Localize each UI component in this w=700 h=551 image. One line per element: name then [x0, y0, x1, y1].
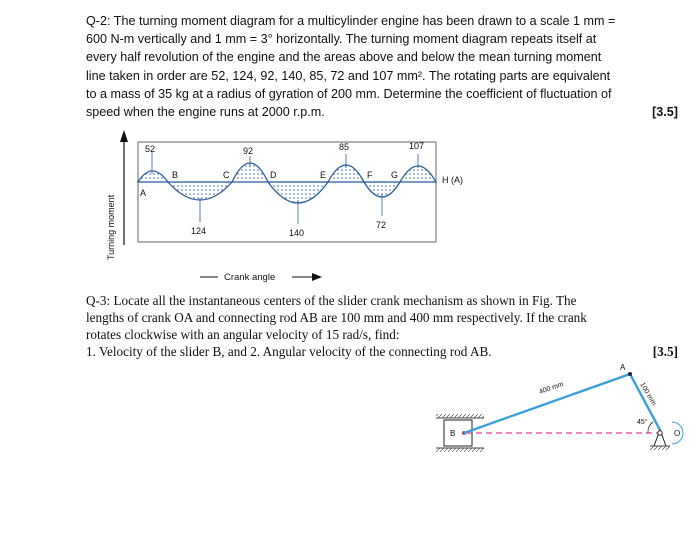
lower-guide — [436, 448, 484, 452]
area-label-140: 140 — [289, 228, 305, 238]
connecting-rod — [464, 374, 630, 433]
question-2 — [86, 12, 686, 121]
point-b-label: B — [450, 429, 456, 438]
y-axis-label: Turning moment — [106, 194, 116, 260]
q2-line-3: every half revolution of the engine and the areas above and below the mean turning moment — [86, 50, 602, 65]
q3-line-2: lengths of crank OA and connecting rod AB are 100 mm and 400 mm respectively. If the crank — [86, 310, 587, 325]
point-d: D — [270, 170, 277, 180]
point-c: C — [223, 170, 230, 180]
area-140 — [268, 182, 328, 203]
point-a-label: A — [620, 363, 626, 372]
q2-line-1: Q-2: The turning moment diagram for a multicylinder engine has been drawn to a scale 1 mm = — [86, 14, 616, 28]
q2-line-4: line taken in order are 52, 124, 92, 140, 85, 72 and 107 mm². The rotating parts are equivalent — [86, 68, 611, 83]
q3-line-3: rotates clockwise with an angular velocity of 15 rad/s, find: — [86, 327, 400, 342]
turning-moment-diagram — [92, 120, 492, 288]
area-label-124: 124 — [191, 226, 207, 236]
y-axis-arrow-icon — [120, 130, 128, 142]
area-label-107: 107 — [409, 141, 425, 151]
area-label-72: 72 — [376, 220, 387, 230]
point-b: B — [172, 170, 179, 180]
q3-line-4: 1. Velocity of the slider B, and 2. Angular velocity of the connecting rod AB. — [86, 344, 492, 359]
area-label-85: 85 — [339, 142, 350, 152]
slider-crank-diagram — [430, 362, 692, 472]
area-label-52: 52 — [145, 144, 156, 154]
area-107 — [400, 166, 436, 182]
crank-length-label: 100 mm — [638, 381, 657, 407]
x-axis-label: Crank angle — [224, 272, 276, 283]
ground-hatch — [650, 446, 670, 450]
q2-line-5: to a mass of 35 kg at a radius of gyration of 200 mm. Determine the coefficient of fluctuation of — [86, 86, 612, 101]
area-52 — [138, 171, 168, 182]
point-o-label: O — [674, 429, 681, 438]
q2-line-6: speed when the engine runs at 2000 r.p.m. — [86, 105, 325, 120]
point-h: H (A) — [442, 175, 463, 185]
pin-a — [628, 372, 632, 376]
angle-label: 45° — [637, 419, 648, 426]
point-f: F — [367, 170, 373, 180]
area-label-92: 92 — [243, 146, 254, 156]
q3-line-1: Q-3: Locate all the instantaneous centers of the slider crank mechanism as shown in Fig. The — [86, 293, 577, 308]
q2-marks: [3.5] — [652, 105, 678, 120]
point-a: A — [140, 188, 147, 198]
pivot-o — [658, 431, 662, 435]
upper-guide — [436, 414, 484, 418]
question-3 — [86, 292, 686, 360]
point-e: E — [320, 170, 327, 180]
q3-marks: [3.5] — [652, 344, 678, 359]
x-axis-arrow-icon — [312, 273, 322, 281]
q2-line-2: 600 N-m vertically and 1 mm = 3° horizontally. The turning moment diagram repeats itself at — [86, 32, 597, 47]
area-124 — [168, 182, 232, 200]
point-g: G — [391, 170, 399, 180]
rod-length-label: 400 mm — [538, 381, 565, 396]
angle-arc — [648, 422, 653, 433]
